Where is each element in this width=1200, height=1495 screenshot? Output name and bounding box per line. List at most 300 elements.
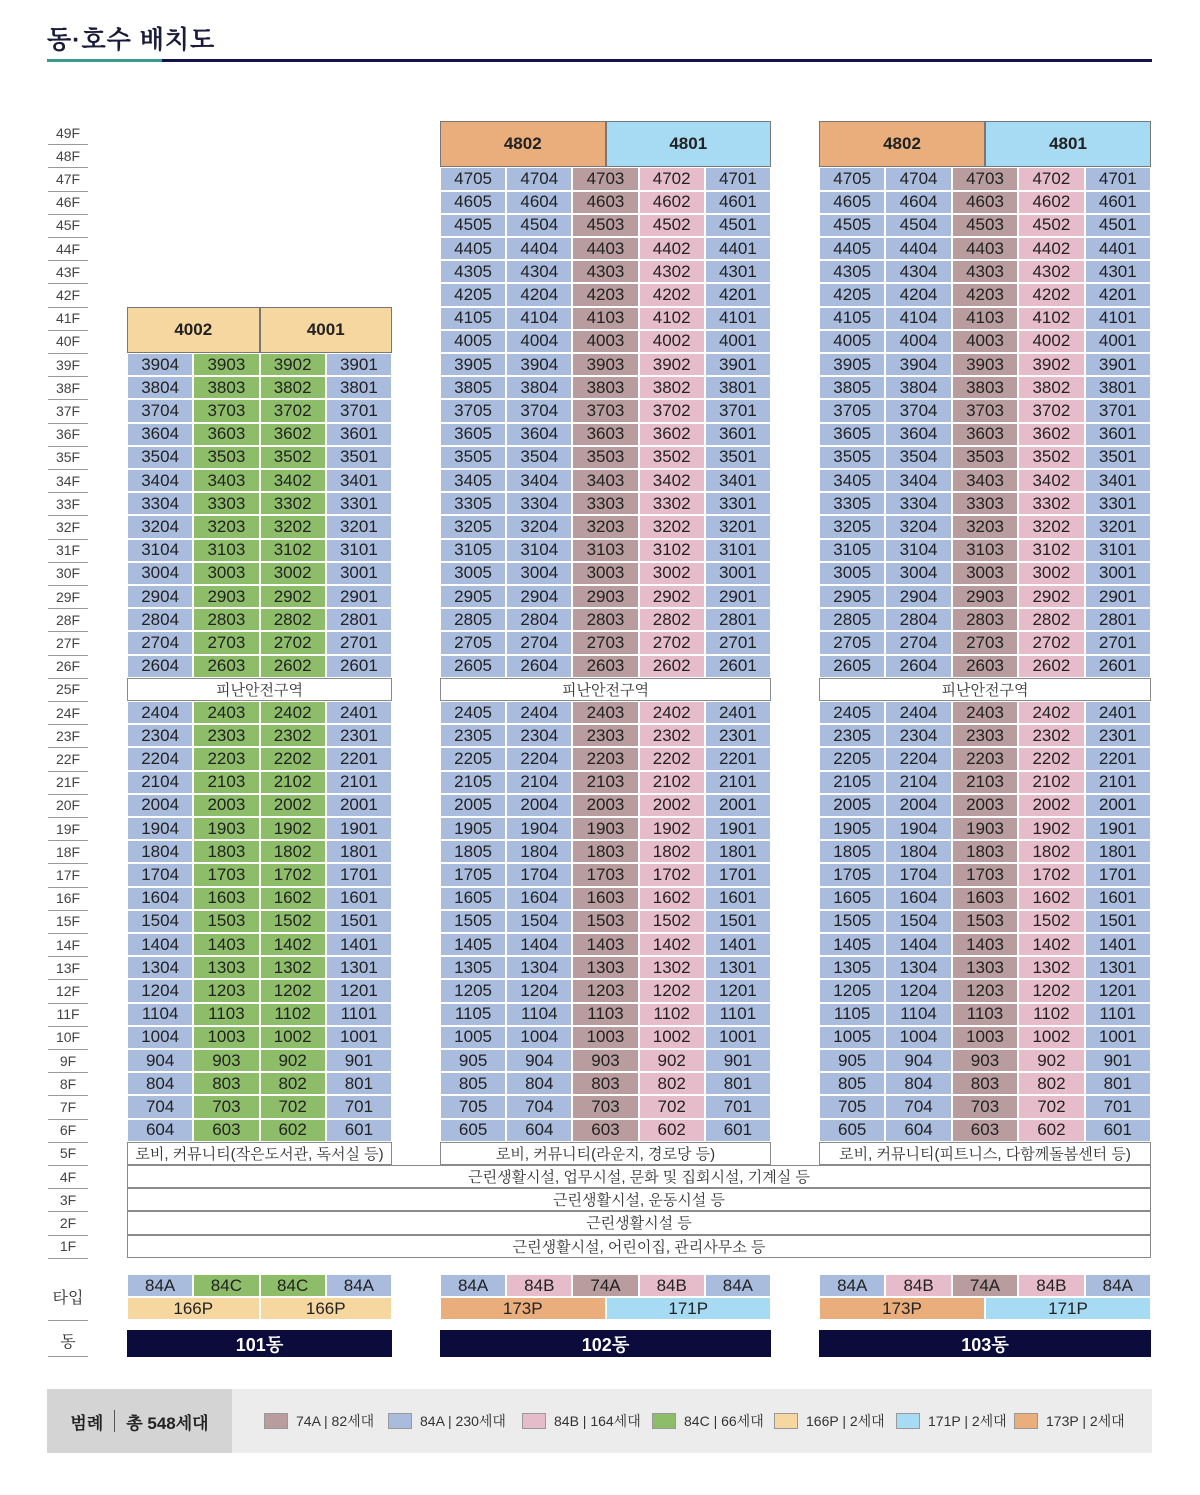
unit-cell: 4505 <box>819 214 885 237</box>
unit-cell: 4105 <box>819 307 885 330</box>
unit-cell: 1004 <box>506 1026 572 1049</box>
unit-cell: 4505 <box>440 214 506 237</box>
unit-cell: 3305 <box>440 492 506 515</box>
unit-cell: 3403 <box>952 469 1018 492</box>
unit-cell: 1904 <box>127 817 193 840</box>
unit-cell: 1703 <box>952 863 1018 886</box>
unit-cell: 3803 <box>952 376 1018 399</box>
unit-cell: 2802 <box>1018 608 1084 631</box>
unit-cell: 3401 <box>1085 469 1151 492</box>
unit-cell: 4703 <box>952 167 1018 190</box>
legend-divider <box>114 1410 115 1432</box>
unit-cell: 3604 <box>506 423 572 446</box>
unit-cell: 902 <box>260 1049 326 1072</box>
floor-label: 39F <box>48 353 88 377</box>
unit-cell: 4305 <box>440 260 506 283</box>
unit-cell: 4605 <box>819 191 885 214</box>
unit-cell: 1801 <box>705 840 771 863</box>
unit-cell: 1505 <box>819 910 885 933</box>
unit-cell: 3103 <box>193 539 259 562</box>
building-label: 101동 <box>127 1330 392 1357</box>
unit-cell: 1304 <box>127 956 193 979</box>
unit-cell: 1003 <box>952 1026 1018 1049</box>
unit-cell: 3205 <box>440 515 506 538</box>
unit-cell: 3001 <box>1085 562 1151 585</box>
unit-cell: 2703 <box>193 631 259 654</box>
unit-cell: 2902 <box>260 585 326 608</box>
penthouse-type-cell: 173P <box>819 1297 985 1320</box>
type-cell: 74A <box>572 1274 638 1297</box>
unit-cell: 4503 <box>572 214 638 237</box>
unit-cell: 703 <box>952 1095 1018 1118</box>
unit-cell: 1801 <box>1085 840 1151 863</box>
unit-cell: 3205 <box>819 515 885 538</box>
unit-cell: 1903 <box>193 817 259 840</box>
unit-cell: 3801 <box>326 376 392 399</box>
unit-cell: 2304 <box>506 724 572 747</box>
floor-label: 37F <box>48 399 88 423</box>
unit-cell: 4602 <box>639 191 705 214</box>
unit-cell: 1605 <box>440 887 506 910</box>
type-cell: 84A <box>705 1274 771 1297</box>
unit-cell: 3505 <box>819 446 885 469</box>
shared-floor-row: 근린생활시설, 어린이집, 관리사무소 등 <box>127 1235 1151 1258</box>
floor-label: 4F <box>48 1165 88 1189</box>
unit-cell: 4201 <box>705 283 771 306</box>
unit-cell: 1904 <box>506 817 572 840</box>
unit-cell: 2402 <box>260 701 326 724</box>
floor-label: 10F <box>48 1026 88 1050</box>
unit-cell: 3503 <box>193 446 259 469</box>
unit-cell: 3301 <box>1085 492 1151 515</box>
unit-cell: 3102 <box>260 539 326 562</box>
unit-cell: 1503 <box>193 910 259 933</box>
unit-cell: 1403 <box>952 933 1018 956</box>
unit-cell: 1401 <box>1085 933 1151 956</box>
unit-cell: 4002 <box>1018 330 1084 353</box>
unit-cell: 3304 <box>506 492 572 515</box>
unit-cell: 1202 <box>639 979 705 1002</box>
unit-cell: 3802 <box>1018 376 1084 399</box>
unit-cell: 4205 <box>440 283 506 306</box>
unit-cell: 3905 <box>440 353 506 376</box>
unit-cell: 4705 <box>819 167 885 190</box>
legend-label: 74A | 82세대 <box>296 1413 375 1429</box>
unit-cell: 3201 <box>705 515 771 538</box>
legend-swatch <box>652 1413 676 1429</box>
unit-cell: 3002 <box>260 562 326 585</box>
legend-label: 84B | 164세대 <box>554 1413 641 1429</box>
unit-cell: 3304 <box>127 492 193 515</box>
floor-label: 35F <box>48 446 88 470</box>
unit-cell: 1605 <box>819 887 885 910</box>
floor-label: 8F <box>48 1072 88 1096</box>
unit-cell: 3403 <box>572 469 638 492</box>
unit-cell: 3002 <box>1018 562 1084 585</box>
unit-cell: 3702 <box>639 399 705 422</box>
unit-cell: 3703 <box>572 399 638 422</box>
unit-cell: 2102 <box>1018 771 1084 794</box>
unit-cell: 1402 <box>260 933 326 956</box>
legend-item <box>652 1411 764 1431</box>
floor-label: 44F <box>48 237 88 261</box>
unit-cell: 1004 <box>885 1026 951 1049</box>
unit-cell: 2203 <box>952 747 1018 770</box>
unit-cell: 1501 <box>705 910 771 933</box>
legend-swatch <box>1014 1413 1038 1429</box>
type-cell: 84B <box>885 1274 951 1297</box>
unit-cell: 3705 <box>440 399 506 422</box>
unit-cell: 4303 <box>952 260 1018 283</box>
unit-cell: 2803 <box>193 608 259 631</box>
floor-label: 46F <box>48 191 88 215</box>
unit-cell: 704 <box>506 1095 572 1118</box>
floor-label: 2F <box>48 1211 88 1235</box>
penthouse-unit: 4802 <box>440 121 606 167</box>
unit-cell: 3405 <box>440 469 506 492</box>
floor-label: 13F <box>48 956 88 980</box>
legend-swatch <box>896 1413 920 1429</box>
unit-cell: 2005 <box>819 794 885 817</box>
floor-label: 15F <box>48 910 88 934</box>
unit-cell: 1201 <box>705 979 771 1002</box>
unit-cell: 4701 <box>705 167 771 190</box>
unit-cell: 3904 <box>885 353 951 376</box>
unit-cell: 1604 <box>506 887 572 910</box>
unit-cell: 3302 <box>260 492 326 515</box>
unit-cell: 2002 <box>639 794 705 817</box>
unit-cell: 3001 <box>705 562 771 585</box>
unit-cell: 1403 <box>193 933 259 956</box>
type-cell: 74A <box>952 1274 1018 1297</box>
penthouse-unit: 4001 <box>260 307 393 353</box>
unit-cell: 3502 <box>639 446 705 469</box>
unit-cell: 4004 <box>885 330 951 353</box>
unit-cell: 1102 <box>260 1003 326 1026</box>
unit-cell: 2602 <box>260 655 326 678</box>
floor-label: 3F <box>48 1188 88 1212</box>
unit-cell: 3402 <box>639 469 705 492</box>
unit-cell: 1904 <box>885 817 951 840</box>
unit-cell: 3705 <box>819 399 885 422</box>
unit-cell: 3103 <box>572 539 638 562</box>
unit-cell: 2404 <box>127 701 193 724</box>
unit-cell: 1601 <box>326 887 392 910</box>
unit-cell: 1601 <box>705 887 771 910</box>
unit-cell: 2705 <box>440 631 506 654</box>
unit-cell: 2801 <box>705 608 771 631</box>
unit-cell: 905 <box>440 1049 506 1072</box>
unit-cell: 3102 <box>1018 539 1084 562</box>
unit-cell: 4005 <box>819 330 885 353</box>
unit-cell: 2801 <box>1085 608 1151 631</box>
unit-cell: 3904 <box>127 353 193 376</box>
legend-label: 173P | 2세대 <box>1046 1413 1125 1429</box>
unit-cell: 702 <box>260 1095 326 1118</box>
unit-cell: 3303 <box>193 492 259 515</box>
legend-swatch <box>264 1413 288 1429</box>
unit-cell: 2904 <box>885 585 951 608</box>
unit-cell: 1404 <box>506 933 572 956</box>
unit-cell: 1001 <box>326 1026 392 1049</box>
unit-cell: 1502 <box>260 910 326 933</box>
unit-cell: 805 <box>819 1072 885 1095</box>
unit-cell: 4001 <box>705 330 771 353</box>
unit-cell: 703 <box>193 1095 259 1118</box>
unit-cell: 3305 <box>819 492 885 515</box>
unit-cell: 3302 <box>639 492 705 515</box>
unit-cell: 3003 <box>193 562 259 585</box>
legend-swatch <box>522 1413 546 1429</box>
unit-cell: 4005 <box>440 330 506 353</box>
unit-cell: 3201 <box>1085 515 1151 538</box>
unit-cell: 3603 <box>952 423 1018 446</box>
unit-cell: 904 <box>885 1049 951 1072</box>
unit-cell: 1602 <box>1018 887 1084 910</box>
unit-cell: 804 <box>127 1072 193 1095</box>
unit-cell: 1405 <box>819 933 885 956</box>
unit-cell: 1804 <box>127 840 193 863</box>
unit-cell: 3603 <box>193 423 259 446</box>
unit-cell: 4604 <box>885 191 951 214</box>
unit-cell: 4004 <box>506 330 572 353</box>
unit-cell: 1301 <box>1085 956 1151 979</box>
unit-cell: 2304 <box>885 724 951 747</box>
unit-cell: 1801 <box>326 840 392 863</box>
legend-item <box>896 1411 1007 1431</box>
unit-cell: 3301 <box>705 492 771 515</box>
unit-cell: 1401 <box>326 933 392 956</box>
unit-cell: 1001 <box>1085 1026 1151 1049</box>
unit-cell: 3204 <box>506 515 572 538</box>
unit-cell: 705 <box>440 1095 506 1118</box>
floor-label: 25F <box>48 678 88 702</box>
unit-cell: 2704 <box>885 631 951 654</box>
unit-cell: 2404 <box>506 701 572 724</box>
unit-cell: 2803 <box>572 608 638 631</box>
unit-cell: 3601 <box>326 423 392 446</box>
unit-cell: 1901 <box>705 817 771 840</box>
unit-cell: 901 <box>1085 1049 1151 1072</box>
unit-cell: 3701 <box>705 399 771 422</box>
unit-cell: 602 <box>639 1119 705 1142</box>
unit-cell: 3605 <box>440 423 506 446</box>
unit-cell: 2001 <box>705 794 771 817</box>
unit-cell: 3805 <box>819 376 885 399</box>
unit-cell: 3704 <box>885 399 951 422</box>
unit-cell: 1504 <box>127 910 193 933</box>
unit-cell: 1105 <box>819 1003 885 1026</box>
unit-cell: 3104 <box>506 539 572 562</box>
unit-cell: 2904 <box>506 585 572 608</box>
unit-cell: 2303 <box>952 724 1018 747</box>
unit-cell: 2102 <box>639 771 705 794</box>
unit-cell: 2004 <box>506 794 572 817</box>
floor-label: 29F <box>48 585 88 609</box>
unit-cell: 3204 <box>127 515 193 538</box>
unit-cell: 3805 <box>440 376 506 399</box>
unit-cell: 1903 <box>952 817 1018 840</box>
unit-cell: 1702 <box>639 863 705 886</box>
floor-label: 5F <box>48 1142 88 1166</box>
unit-cell: 3004 <box>127 562 193 585</box>
unit-cell: 4101 <box>705 307 771 330</box>
legend-label: 84C | 66세대 <box>684 1413 764 1429</box>
floor-label: 9F <box>48 1049 88 1073</box>
unit-cell: 1103 <box>572 1003 638 1026</box>
unit-cell: 3901 <box>326 353 392 376</box>
unit-cell: 1205 <box>819 979 885 1002</box>
unit-cell: 1204 <box>506 979 572 1002</box>
unit-cell: 3904 <box>506 353 572 376</box>
unit-cell: 2804 <box>506 608 572 631</box>
unit-cell: 3502 <box>260 446 326 469</box>
unit-cell: 3902 <box>639 353 705 376</box>
unit-cell: 3802 <box>639 376 705 399</box>
unit-cell: 1604 <box>885 887 951 910</box>
unit-cell: 2204 <box>885 747 951 770</box>
unit-cell: 2004 <box>127 794 193 817</box>
legend-label: 166P | 2세대 <box>806 1413 885 1429</box>
unit-cell: 2401 <box>705 701 771 724</box>
unit-cell: 2405 <box>819 701 885 724</box>
unit-cell: 1402 <box>639 933 705 956</box>
unit-cell: 3202 <box>260 515 326 538</box>
floor-label: 41F <box>48 307 88 331</box>
unit-cell: 2704 <box>127 631 193 654</box>
unit-cell: 2902 <box>639 585 705 608</box>
unit-cell: 1203 <box>572 979 638 1002</box>
unit-cell: 701 <box>1085 1095 1151 1118</box>
unit-cell: 4601 <box>705 191 771 214</box>
unit-cell: 3105 <box>819 539 885 562</box>
unit-cell: 4604 <box>506 191 572 214</box>
unit-cell: 2901 <box>705 585 771 608</box>
unit-cell: 3104 <box>885 539 951 562</box>
unit-cell: 2105 <box>819 771 885 794</box>
floor-label: 24F <box>48 701 88 725</box>
unit-cell: 1905 <box>819 817 885 840</box>
lobby-community: 로비, 커뮤니티(피트니스, 다함께돌봄센터 등) <box>819 1142 1151 1165</box>
unit-cell: 1103 <box>952 1003 1018 1026</box>
unit-cell: 4001 <box>1085 330 1151 353</box>
unit-cell: 704 <box>885 1095 951 1118</box>
unit-cell: 4404 <box>506 237 572 260</box>
unit-cell: 2302 <box>260 724 326 747</box>
unit-cell: 4705 <box>440 167 506 190</box>
unit-cell: 4202 <box>1018 283 1084 306</box>
unit-cell: 904 <box>127 1049 193 1072</box>
unit-cell: 3601 <box>1085 423 1151 446</box>
unit-cell: 901 <box>326 1049 392 1072</box>
unit-cell: 2103 <box>952 771 1018 794</box>
unit-cell: 4201 <box>1085 283 1151 306</box>
unit-cell: 1901 <box>326 817 392 840</box>
unit-cell: 1202 <box>260 979 326 1002</box>
unit-cell: 2905 <box>440 585 506 608</box>
unit-cell: 4701 <box>1085 167 1151 190</box>
unit-cell: 3801 <box>1085 376 1151 399</box>
unit-cell: 2903 <box>572 585 638 608</box>
unit-cell: 1201 <box>326 979 392 1002</box>
unit-cell: 1404 <box>127 933 193 956</box>
unit-cell: 4103 <box>952 307 1018 330</box>
unit-cell: 801 <box>326 1072 392 1095</box>
unit-cell: 2804 <box>885 608 951 631</box>
unit-cell: 3703 <box>193 399 259 422</box>
unit-cell: 2601 <box>1085 655 1151 678</box>
unit-cell: 901 <box>705 1049 771 1072</box>
unit-cell: 2702 <box>1018 631 1084 654</box>
unit-cell: 2001 <box>1085 794 1151 817</box>
legend-swatch <box>388 1413 412 1429</box>
unit-cell: 1301 <box>705 956 771 979</box>
unit-cell: 4402 <box>639 237 705 260</box>
penthouse-type-cell: 166P <box>260 1297 393 1320</box>
unit-cell: 1802 <box>639 840 705 863</box>
floor-label: 7F <box>48 1095 88 1119</box>
dong-side-label: 동 <box>48 1324 88 1357</box>
unit-cell: 3303 <box>572 492 638 515</box>
unit-cell: 1302 <box>260 956 326 979</box>
unit-cell: 3801 <box>705 376 771 399</box>
unit-cell: 1501 <box>1085 910 1151 933</box>
unit-cell: 2104 <box>506 771 572 794</box>
unit-cell: 4703 <box>572 167 638 190</box>
unit-cell: 2301 <box>1085 724 1151 747</box>
unit-cell: 2304 <box>127 724 193 747</box>
unit-cell: 1902 <box>639 817 705 840</box>
shared-floor-row: 근린생활시설 등 <box>127 1211 1151 1234</box>
unit-cell: 3101 <box>1085 539 1151 562</box>
unit-cell: 2702 <box>639 631 705 654</box>
unit-cell: 2103 <box>572 771 638 794</box>
floor-label: 1F <box>48 1235 88 1259</box>
unit-cell: 1805 <box>819 840 885 863</box>
unit-cell: 1002 <box>1018 1026 1084 1049</box>
penthouse-unit: 4002 <box>127 307 260 353</box>
unit-cell: 1803 <box>952 840 1018 863</box>
floor-label: 20F <box>48 794 88 818</box>
unit-cell: 3202 <box>639 515 705 538</box>
unit-cell: 1503 <box>572 910 638 933</box>
unit-cell: 3005 <box>440 562 506 585</box>
unit-cell: 1603 <box>193 887 259 910</box>
unit-cell: 3402 <box>260 469 326 492</box>
unit-cell: 3102 <box>639 539 705 562</box>
unit-cell: 3003 <box>952 562 1018 585</box>
floor-label: 49F <box>48 121 88 145</box>
unit-cell: 1301 <box>326 956 392 979</box>
unit-cell: 3602 <box>639 423 705 446</box>
unit-cell: 4605 <box>440 191 506 214</box>
unit-cell: 2903 <box>952 585 1018 608</box>
unit-cell: 1601 <box>1085 887 1151 910</box>
unit-cell: 3803 <box>572 376 638 399</box>
unit-cell: 2403 <box>193 701 259 724</box>
type-cell: 84C <box>260 1274 326 1297</box>
unit-cell: 2102 <box>260 771 326 794</box>
floor-label: 38F <box>48 376 88 400</box>
unit-cell: 804 <box>506 1072 572 1095</box>
unit-cell: 2602 <box>639 655 705 678</box>
unit-cell: 4305 <box>819 260 885 283</box>
unit-cell: 2103 <box>193 771 259 794</box>
floor-label: 26F <box>48 655 88 679</box>
unit-cell: 604 <box>885 1119 951 1142</box>
unit-cell: 2902 <box>1018 585 1084 608</box>
unit-cell: 3001 <box>326 562 392 585</box>
